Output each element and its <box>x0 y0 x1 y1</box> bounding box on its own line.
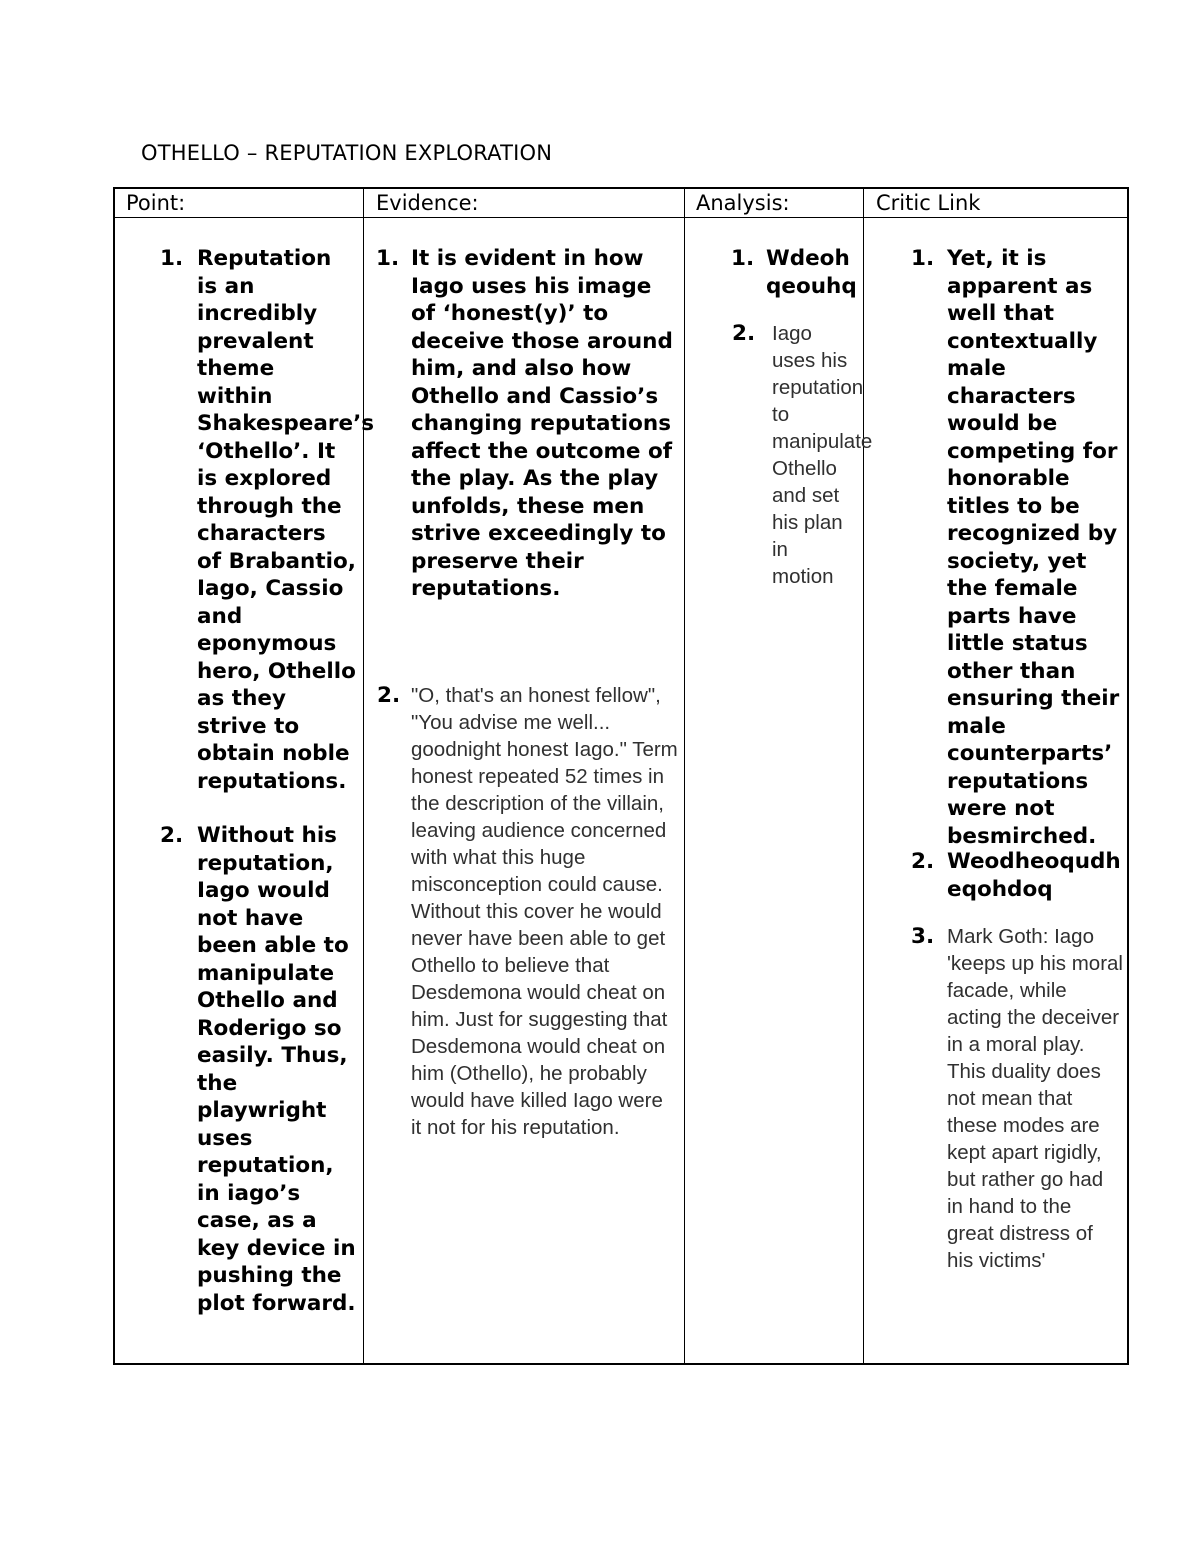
critic-text: Yet, it is apparent as well that contextually male characters would be competing for honorable titles to be recognized by society, yet the female parts have little status other than ensuring their male counterparts’ reputations were not besmirched. <box>947 246 1120 849</box>
evidence-list <box>376 245 678 1141</box>
list-item <box>911 848 1123 903</box>
column-divider <box>863 189 864 1363</box>
analysis-text: Iago uses his reputation to manipulate Othello and set his plan in motion <box>772 322 873 588</box>
point-text: Without his reputation, Iago would not have been able to manipulate Othello and Roderigo so easily. Thus, the playwright uses reputation, in iago’s case, as a key device in pushing the plot forward. <box>197 823 356 1316</box>
evidence-text: "O, that's an honest fellow", "You advise me well... goodnight honest Iago." Term honest repeated 52 times in the description of the villain, leaving audience concerned with what this huge misconception could cause. Without this cover he would never have been able to get Othello to believe that Desdemona would cheat on him. Just for suggesting that Desdemona would cheat on him (Othello), he probably would have killed Iago were it not for his reputation. <box>411 684 678 1139</box>
list-number: 1. <box>160 246 184 271</box>
header-critic-link: Critic Link <box>876 191 981 215</box>
analysis-list <box>731 245 873 590</box>
point-text: Reputation is an incredibly prevalent theme within Shakespeare’s ‘Othello’. It is explored through the characters of Brabantio, Iago, Cassio and eponymous hero, Othello as they strive to obtain noble reputations. <box>197 246 375 794</box>
header-analysis: Analysis: <box>696 191 790 215</box>
list-item <box>160 822 357 1317</box>
list-item <box>377 682 678 1141</box>
list-number: 2. <box>377 683 401 708</box>
list-number: 2. <box>160 823 184 848</box>
evidence-text: It is evident in how Iago uses his image of ‘honest(y)’ to deceive those around him, and also how Othello and Cassio’s changing reputations affect the outcome of the play. As the play unfolds, these men strive exceedingly to preserve their reputations. <box>411 246 673 601</box>
list-number: 1. <box>911 246 935 271</box>
header-evidence: Evidence: <box>376 191 479 215</box>
list-number: 2. <box>911 849 935 874</box>
list-item <box>160 245 375 795</box>
critic-list <box>911 245 1123 1274</box>
column-divider <box>684 189 685 1363</box>
list-number: 3. <box>911 924 935 949</box>
header-point: Point: <box>126 191 186 215</box>
page-title: OTHELLO – REPUTATION EXPLORATION <box>141 141 553 165</box>
list-item <box>732 320 873 590</box>
header-row-rule <box>115 217 1127 218</box>
column-divider <box>363 189 364 1363</box>
point-list <box>160 245 375 1317</box>
critic-text: Mark Goth: Iago 'keeps up his moral facade, while acting the deceiver in a moral play. This duality does not mean that these modes are kept apart rigidly, but rather go had in hand to the great distress of his victims' <box>947 925 1123 1272</box>
critic-text: Weodheoqudh eqohdoq <box>947 849 1121 902</box>
list-item <box>911 245 1123 849</box>
list-item <box>731 245 858 300</box>
list-number: 2. <box>732 321 756 346</box>
list-number: 1. <box>731 246 755 271</box>
list-number: 1. <box>376 246 400 271</box>
analysis-text: Wdeoh qeouhq <box>766 246 857 299</box>
reputation-table <box>113 187 1129 1365</box>
list-item <box>911 923 1123 1274</box>
list-item <box>376 245 678 682</box>
